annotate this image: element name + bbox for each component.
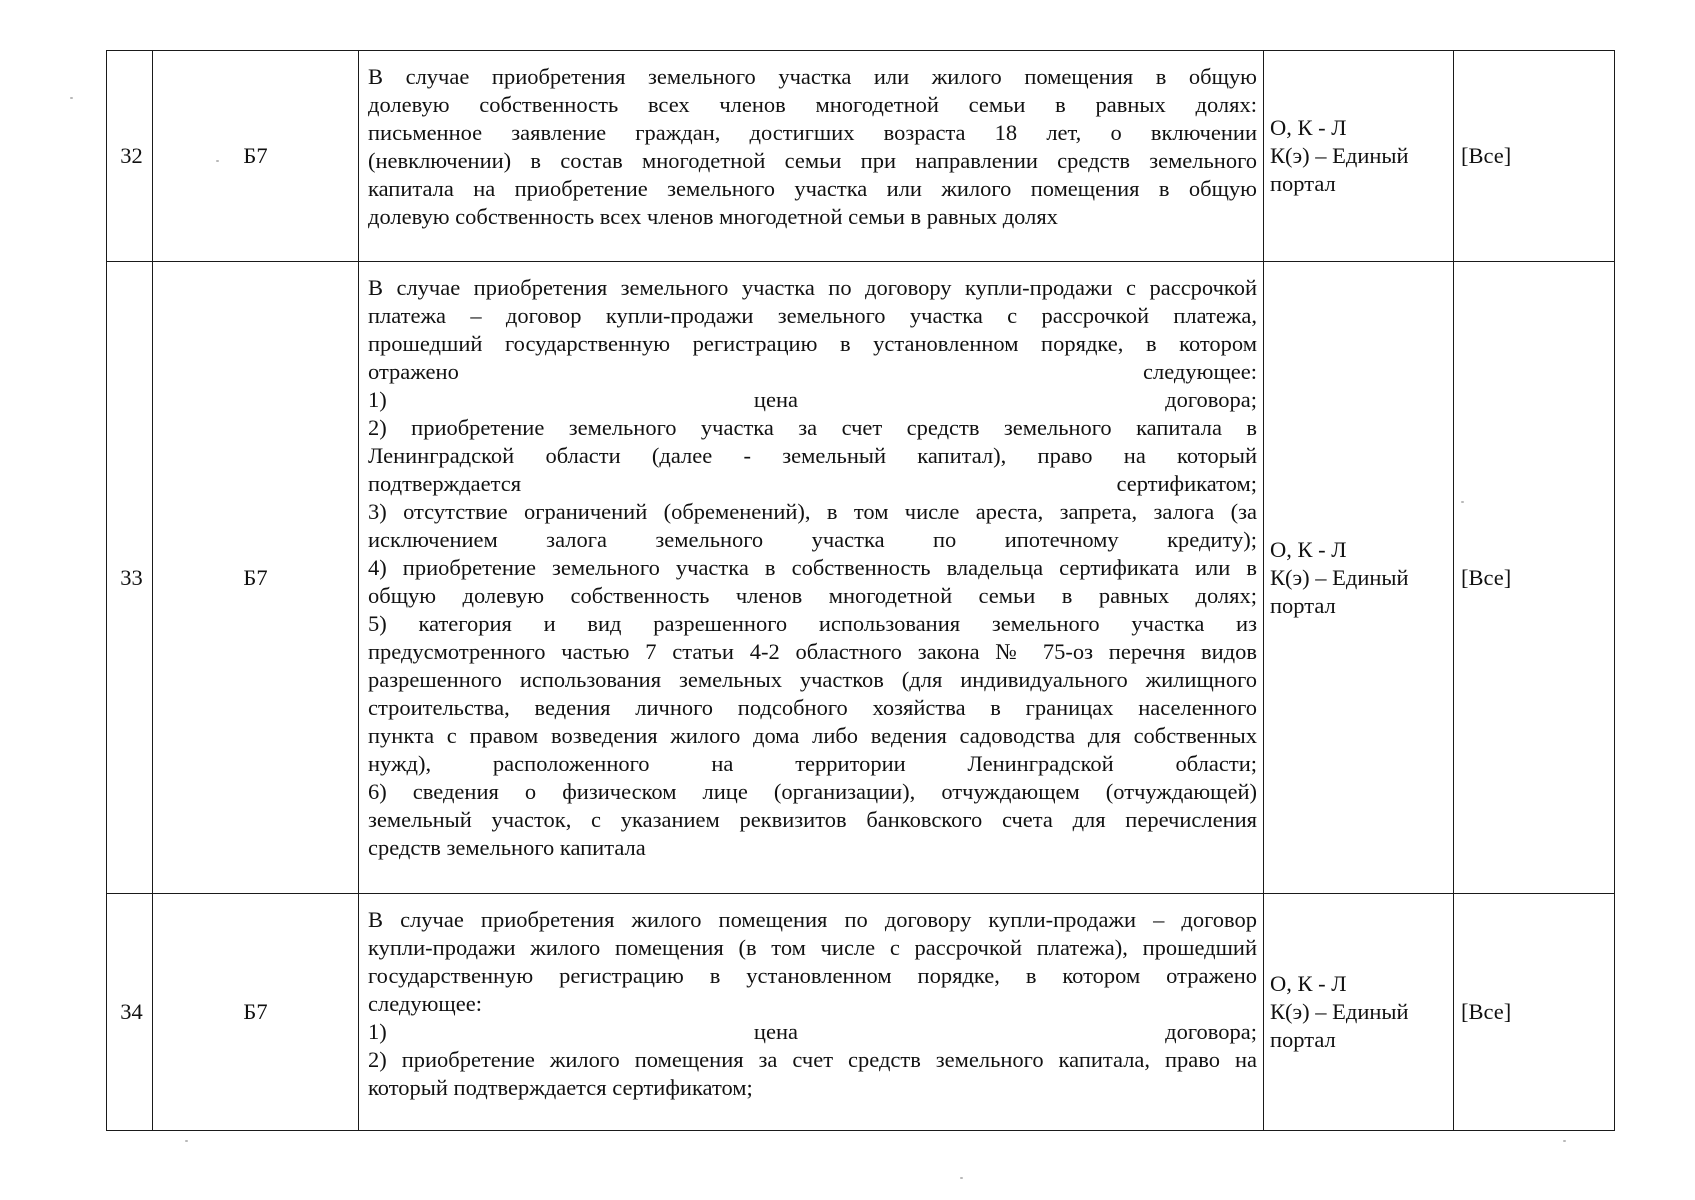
description-line: В случае приобретения земельного участка или жилого помещения в общую	[368, 64, 1257, 89]
description-line: пункта с правом возведения жилого дома либо ведения садоводства для собственных	[368, 723, 1257, 748]
submission-form	[1264, 894, 1454, 1131]
applicant-category: [Все]	[1454, 262, 1615, 894]
table-row	[107, 262, 1615, 894]
description-line: земельный участок, с указанием реквизитов банковского счета для перечисления	[368, 807, 1257, 832]
requirements-table	[106, 50, 1615, 1131]
row-number: 33	[107, 262, 153, 894]
submission-form-line: портал	[1270, 1027, 1336, 1052]
description-line: который подтверждается сертификатом;	[368, 1075, 753, 1100]
row-number: 34	[107, 894, 153, 1131]
submission-form-line: О, К - Л	[1270, 536, 1347, 562]
description-line: разрешенного использования земельных участков (для индивидуального жилищного	[368, 667, 1257, 692]
scan-speck	[960, 1177, 963, 1179]
description-line: 3) отсутствие ограничений (обременений), в том числе ареста, запрета, залога (за	[368, 499, 1257, 524]
description-line: 6) сведения о физическом лице (организации), отчуждающем (отчуждающей)	[368, 779, 1257, 804]
applicant-category: [Все]	[1454, 51, 1615, 262]
description-line: купли-продажи жилого помещения (в том числе с рассрочкой платежа), прошедший	[368, 935, 1257, 960]
description-line: капитала на приобретение земельного участка или жилого помещения в общую	[368, 176, 1257, 201]
table-row	[107, 51, 1615, 262]
document-code: Б7	[153, 894, 359, 1131]
row-number: 32	[107, 51, 153, 262]
scan-speck	[1563, 1140, 1566, 1142]
description-line: Ленинградской области (далее - земельный капитал), право на который	[368, 443, 1257, 468]
description-line: долевую собственность всех членов многодетной семьи в равных долях	[368, 204, 1058, 229]
description-line: средств земельного капитала	[368, 835, 646, 860]
description-line: 1) цена договора;	[368, 387, 1257, 412]
document-description	[359, 51, 1264, 262]
description-line: исключением залога земельного участка по ипотечному кредиту);	[368, 527, 1257, 552]
description-line: В случае приобретения жилого помещения по договору купли-продажи – договор	[368, 907, 1257, 932]
submission-form-line: О, К - Л	[1270, 971, 1347, 996]
description-line: платежа – договор купли-продажи земельного участка с рассрочкой платежа,	[368, 303, 1257, 328]
description-line: долевую собственность всех членов многодетной семьи в равных долях:	[368, 92, 1257, 117]
description-line: следующее:	[368, 991, 482, 1016]
description-line: государственную регистрацию в установленном порядке, в котором отражено	[368, 963, 1257, 988]
applicant-category: [Все]	[1454, 894, 1615, 1131]
description-line: прошедший государственную регистрацию в установленном порядке, в котором	[368, 331, 1257, 356]
submission-form-line: К(э) – Единый	[1270, 564, 1409, 590]
submission-form-line: К(э) – Единый	[1270, 999, 1409, 1024]
scan-speck	[216, 160, 219, 162]
description-line: подтверждается сертификатом;	[368, 471, 1257, 496]
description-line: В случае приобретения земельного участка по договору купли-продажи с рассрочкой	[368, 275, 1257, 300]
document-description	[359, 262, 1264, 894]
submission-form	[1264, 262, 1454, 894]
table-body	[107, 51, 1615, 1131]
description-line: 2) приобретение земельного участка за счет средств земельного капитала в	[368, 415, 1257, 440]
submission-form-line: портал	[1270, 171, 1336, 196]
description-line: 2) приобретение жилого помещения за счет средств земельного капитала, право на	[368, 1047, 1257, 1072]
submission-form-line: портал	[1270, 592, 1336, 618]
scan-speck	[70, 97, 73, 99]
description-line: 1) цена договора;	[368, 1019, 1257, 1044]
scan-speck	[185, 1140, 188, 1142]
document-description	[359, 894, 1264, 1131]
submission-form	[1264, 51, 1454, 262]
description-line: 4) приобретение земельного участка в собственность владельца сертификата или в	[368, 555, 1257, 580]
description-line: нужд), расположенного на территории Ленинградской области;	[368, 751, 1257, 776]
submission-form-line: О, К - Л	[1270, 115, 1347, 140]
scan-speck	[1461, 501, 1464, 503]
description-line: отражено следующее:	[368, 359, 1257, 384]
description-line: общую долевую собственность членов многодетной семьи в равных долях;	[368, 583, 1257, 608]
submission-form-line: К(э) – Единый	[1270, 143, 1409, 168]
document-code: Б7	[153, 262, 359, 894]
description-line: предусмотренного частью 7 статьи 4-2 областного закона № 75-оз перечня видов	[368, 639, 1257, 664]
table-row	[107, 894, 1615, 1131]
document-code: Б7	[153, 51, 359, 262]
description-line: (невключении) в состав многодетной семьи при направлении средств земельного	[368, 148, 1257, 173]
description-line: 5) категория и вид разрешенного использования земельного участка из	[368, 611, 1257, 636]
description-line: письменное заявление граждан, достигших возраста 18 лет, о включении	[368, 120, 1257, 145]
description-line: строительства, ведения личного подсобного хозяйства в границах населенного	[368, 695, 1257, 720]
